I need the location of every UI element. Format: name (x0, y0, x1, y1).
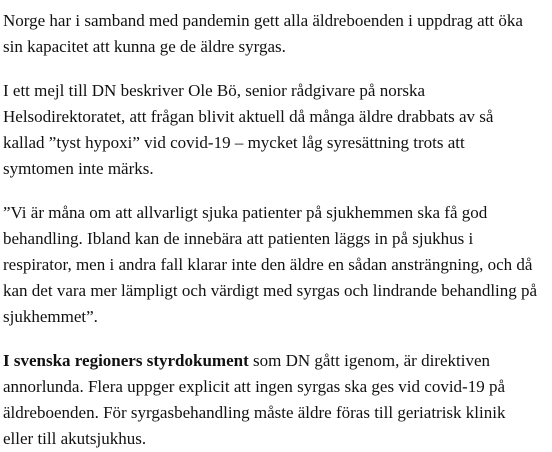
paragraph-2 (3, 78, 538, 182)
paragraph-4 (3, 348, 538, 452)
paragraph-3-text: ”Vi är måna om att allvarligt sjuka patienter på sjukhemmen ska få god behandling. Ibland kan de innebära att patienten läggs in på sjukhus i respirator, men i andra fall klarar inte den äldre en sådan ansträngning, och då kan det vara mer lämpligt och värdigt med syrgas och lindrande behandling på sjukhemmet”. (3, 203, 538, 326)
paragraph-4-bold-lead: I svenska regioners styrdokument (3, 351, 249, 370)
paragraph-3-quote (3, 200, 538, 330)
paragraph-1-text: Norge har i samband med pandemin gett alla äldreboenden i uppdrag att öka sin kapacitet att kunna ge de äldre syrgas. (3, 11, 523, 56)
paragraph-2-text: I ett mejl till DN beskriver Ole Bö, senior rådgivare på norska Helsodirektoratet, att frågan blivit aktuell då många äldre drabbats av så kallad ”tyst hypoxi” vid covid-19 – mycket låg syresättning trots att symtomen inte märks. (3, 81, 494, 178)
paragraph-4-text: som DN gått igenom, är direktiven annorlunda. Flera uppger explicit att ingen syrgas ska ges vid covid-19 på äldreboenden. För syrgasbehandling måste äldre föras till geriatrisk klinik eller till akutsjukhus. (3, 351, 506, 448)
paragraph-1 (3, 8, 538, 60)
